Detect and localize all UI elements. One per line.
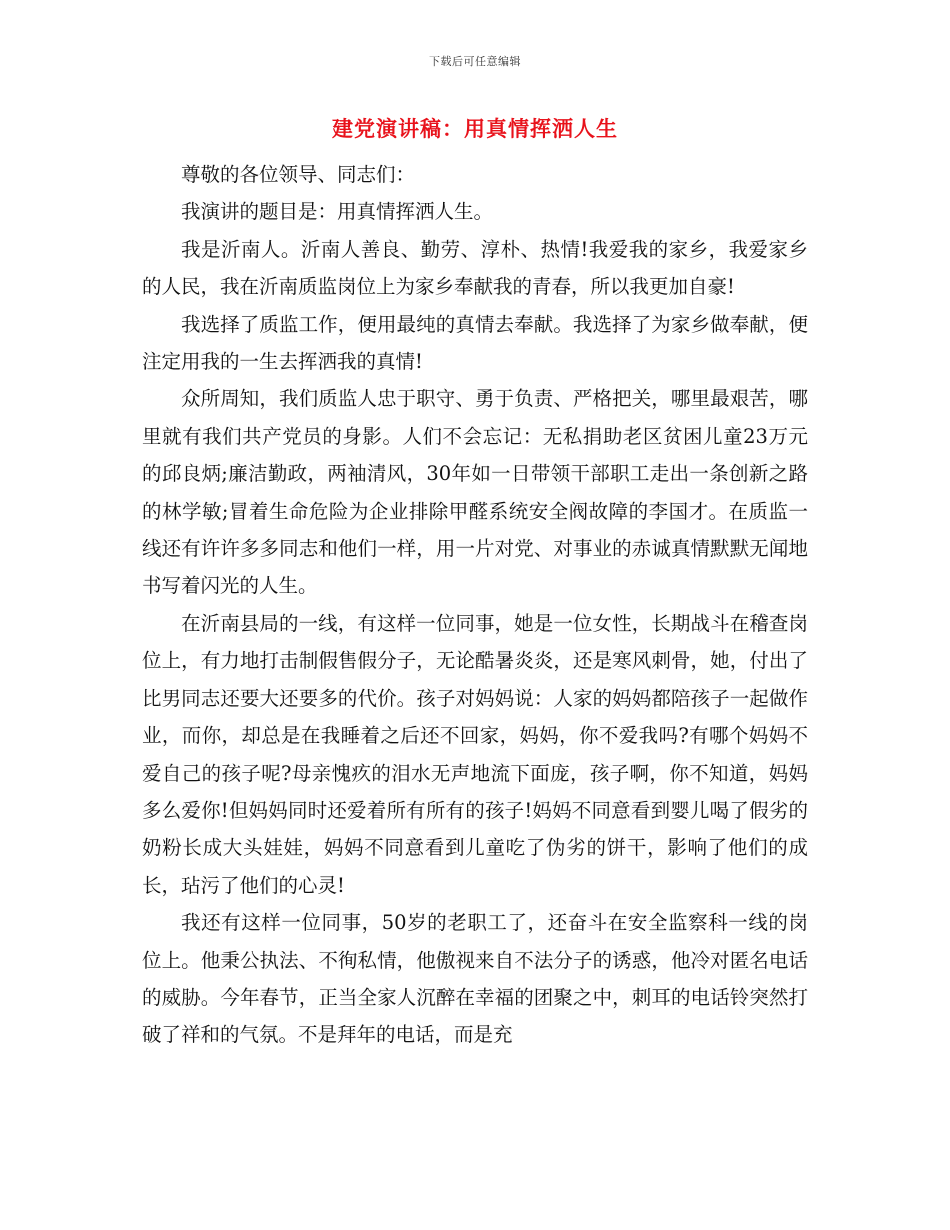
paragraph: 我还有这样一位同事，50岁的老职工了，还奋斗在安全监察科一线的岗位上。他秉公执法、不徇私情，他傲视来自不法分子的诱惑，他冷对匿名电话的威胁。今年春节，正当全家人沉醉在幸福的团聚之中，刺耳的电话铃突然打破了祥和的气氛。不是拜年的电话，而是充 — [142, 911, 808, 1047]
paragraph: 众所周知，我们质监人忠于职守、勇于负责、严格把关，哪里最艰苦，哪里就有我们共产党员的身影。人们不会忘记：无私捐助老区贫困儿童23万元的邱良炳;廉洁勤政，两袖清风，30年如一日带领干部职工走出一条创新之路的林学敏;冒着生命危险为企业排除甲醛系统安全阀故障的李国才。在质监一线还有许许多多同志和他们一样，用一片对党、对事业的赤诚真情默默无闻地书写着闪光的人生。 — [142, 387, 808, 598]
paragraph: 在沂南县局的一线，有这样一位同事，她是一位女性，长期战斗在稽查岗位上，有力地打击制假售假分子，无论酷暑炎炎，还是寒风刺骨，她，付出了比男同志还要大还要多的代价。孩子对妈妈说：人家的妈妈都陪孩子一起做作业，而你，却总是在我睡着之后还不回家，妈妈，你不爱我吗?有哪个妈妈不爱自己的孩子呢?母亲愧疚的泪水无声地流下面庞，孩子啊，你不知道，妈妈多么爱你!但妈妈同时还爱着所有所有的孩子!妈妈不同意看到婴儿喝了假劣的奶粉长成大头娃娃，妈妈不同意看到儿童吃了伪劣的饼干，影响了他们的成长，玷污了他们的心灵! — [142, 611, 808, 897]
paragraph: 我选择了质监工作，便用最纯的真情去奉献。我选择了为家乡做奉献，便注定用我的一生去挥洒我的真情! — [142, 312, 808, 374]
document-body — [142, 156, 808, 1054]
paragraph-salutation: 尊敬的各位领导、同志们： — [181, 163, 416, 186]
header-note: 下载后可任意编辑 — [429, 55, 521, 68]
paragraph: 我是沂南人。沂南人善良、勤劳、淳朴、热情!我爱我的家乡，我爱家乡的人民，我在沂南质监岗位上为家乡奉献我的青春，所以我更加自豪! — [142, 237, 808, 299]
document-title: 建党演讲稿：用真情挥洒人生 — [332, 116, 618, 141]
paragraph-topic: 我演讲的题目是：用真情挥洒人生。 — [181, 200, 494, 224]
